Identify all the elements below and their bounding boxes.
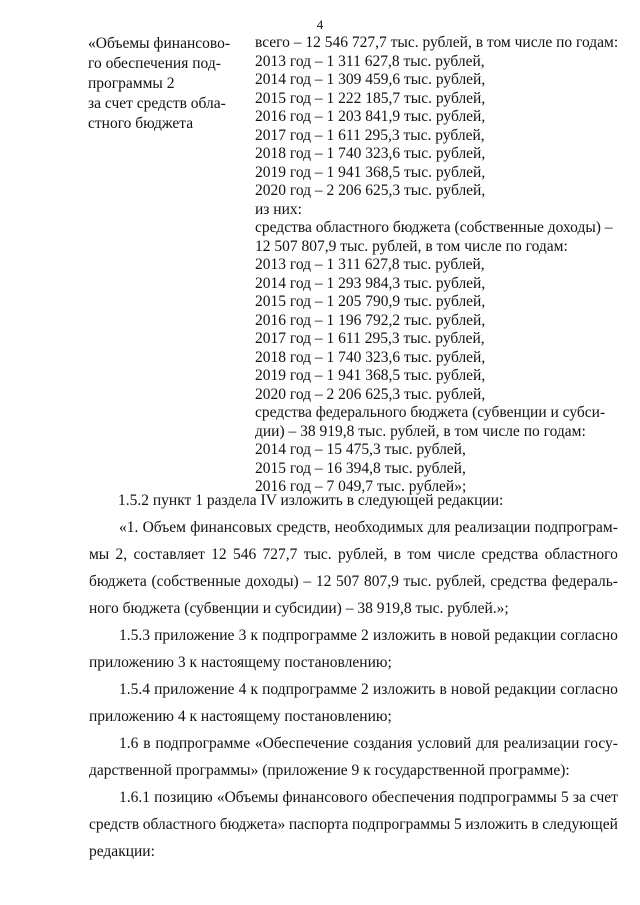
label-line: го обеспечения под- [88,55,221,72]
regional-year-line: 2020 год – 2 206 625,3 тыс. рублей, [255,385,486,403]
regional-year-line: 2019 год – 1 941 368,5 тыс. рублей, [255,367,486,384]
regional-year-line: 2014 год – 1 293 984,3 тыс. рублей, [255,274,486,292]
regional-year-line: 2017 год – 1 611 295,3 тыс. рублей, [255,330,485,347]
total-year-line: 2018 год – 1 740 323,6 тыс. рублей, [255,145,486,162]
paragraph-line: 1.5.4 приложение 4 к подпрограмме 2 изложить в новой редакции согласно [119,681,618,698]
paragraph-line: 1.6.1 позицию «Объемы финансового обеспечения подпрограммы 5 за счет [119,789,618,806]
passport-position-label [88,34,248,134]
paragraph-line: приложению 4 к настоящему постановлению; [89,708,392,725]
paragraph-line: средств областного бюджета» паспорта подпрограммы 5 изложить в следующей [89,816,618,833]
paragraph-line: 1.5.2 пункт 1 раздела IV изложить в следующей редакции: [118,492,504,509]
regional-year-line: 2013 год – 1 311 627,8 тыс. рублей, [255,256,485,273]
total-year-line: 2013 год – 1 311 627,8 тыс. рублей, [255,52,485,70]
passport-position-value [255,34,617,497]
total-line: всего – 12 546 727,7 тыс. рублей, в том числе по годам: [255,34,619,51]
paragraph-line: приложению 3 к настоящему постановлению; [89,654,392,671]
paragraph-line: дарственной программы» (приложение 9 к государственной программе): [89,762,570,779]
label-line: стного бюджета [88,115,194,132]
label-line: за счет средств обла- [88,95,226,112]
paragraph-1-6-1 [89,784,618,865]
paragraph-line: редакции: [89,843,155,860]
paragraph-1-6 [89,730,618,784]
regional-budget-line: средства областного бюджета (собственные доходы) – [255,219,613,236]
total-year-line: 2019 год – 1 941 368,5 тыс. рублей, [255,163,486,181]
paragraph-line: «1. Объем финансовых средств, необходимых для реализации подпрограм- [119,519,618,536]
of-them-label: из них: [255,200,302,218]
paragraph-line: ного бюджета (субвенции и субсидии) – 38 919,8 тыс. рублей.»; [89,600,509,617]
page-number: 4 [316,17,324,32]
document-body [89,487,618,865]
regional-year-line: 2018 год – 1 740 323,6 тыс. рублей, [255,348,486,366]
federal-budget-total: дии) – 38 919,8 тыс. рублей, в том числе по годам: [255,422,586,440]
total-year-line: 2016 год – 1 203 841,9 тыс. рублей, [255,108,486,125]
label-line: программы 2 [88,75,175,92]
paragraph-line: бюджета (собственные доходы) – 12 507 807,9 тыс. рублей, средства федераль- [89,573,618,590]
total-year-line: 2017 год – 1 611 295,3 тыс. рублей, [255,126,485,144]
label-line: «Объемы финансово- [88,35,230,52]
federal-year-line: 2014 год – 15 475,3 тыс. рублей, [255,441,466,458]
federal-budget-line: средства федерального бюджета (субвенции и субси- [255,404,606,421]
regional-year-line: 2016 год – 1 196 792,2 тыс. рублей, [255,311,486,329]
total-year-line: 2015 год – 1 222 185,7 тыс. рублей, [255,89,486,107]
paragraph-line: 1.5.3 приложение 3 к подпрограмме 2 изложить в новой редакции согласно [119,627,618,644]
paragraph-1-5-3 [89,622,618,676]
regional-budget-total: 12 507 807,9 тыс. рублей, в том числе по годам: [255,237,568,255]
paragraph-1-5-4 [89,676,618,730]
regional-year-line: 2015 год – 1 205 790,9 тыс. рублей, [255,293,486,310]
paragraph-1-5-2 [118,487,618,514]
total-year-line: 2014 год – 1 309 459,6 тыс. рублей, [255,71,486,88]
paragraph-line: мы 2, составляет 12 546 727,7 тыс. рублей, в том числе средства областного [89,546,618,563]
federal-year-line: 2016 год – 7 049,7 тыс. рублей»; [255,478,467,495]
paragraph-program-volume [89,514,618,622]
paragraph-line: 1.6 в подпрограмме «Обеспечение создания условий для реализации госу- [119,735,618,752]
total-year-line: 2020 год – 2 206 625,3 тыс. рублей, [255,182,486,199]
federal-year-line: 2015 год – 16 394,8 тыс. рублей, [255,459,466,477]
